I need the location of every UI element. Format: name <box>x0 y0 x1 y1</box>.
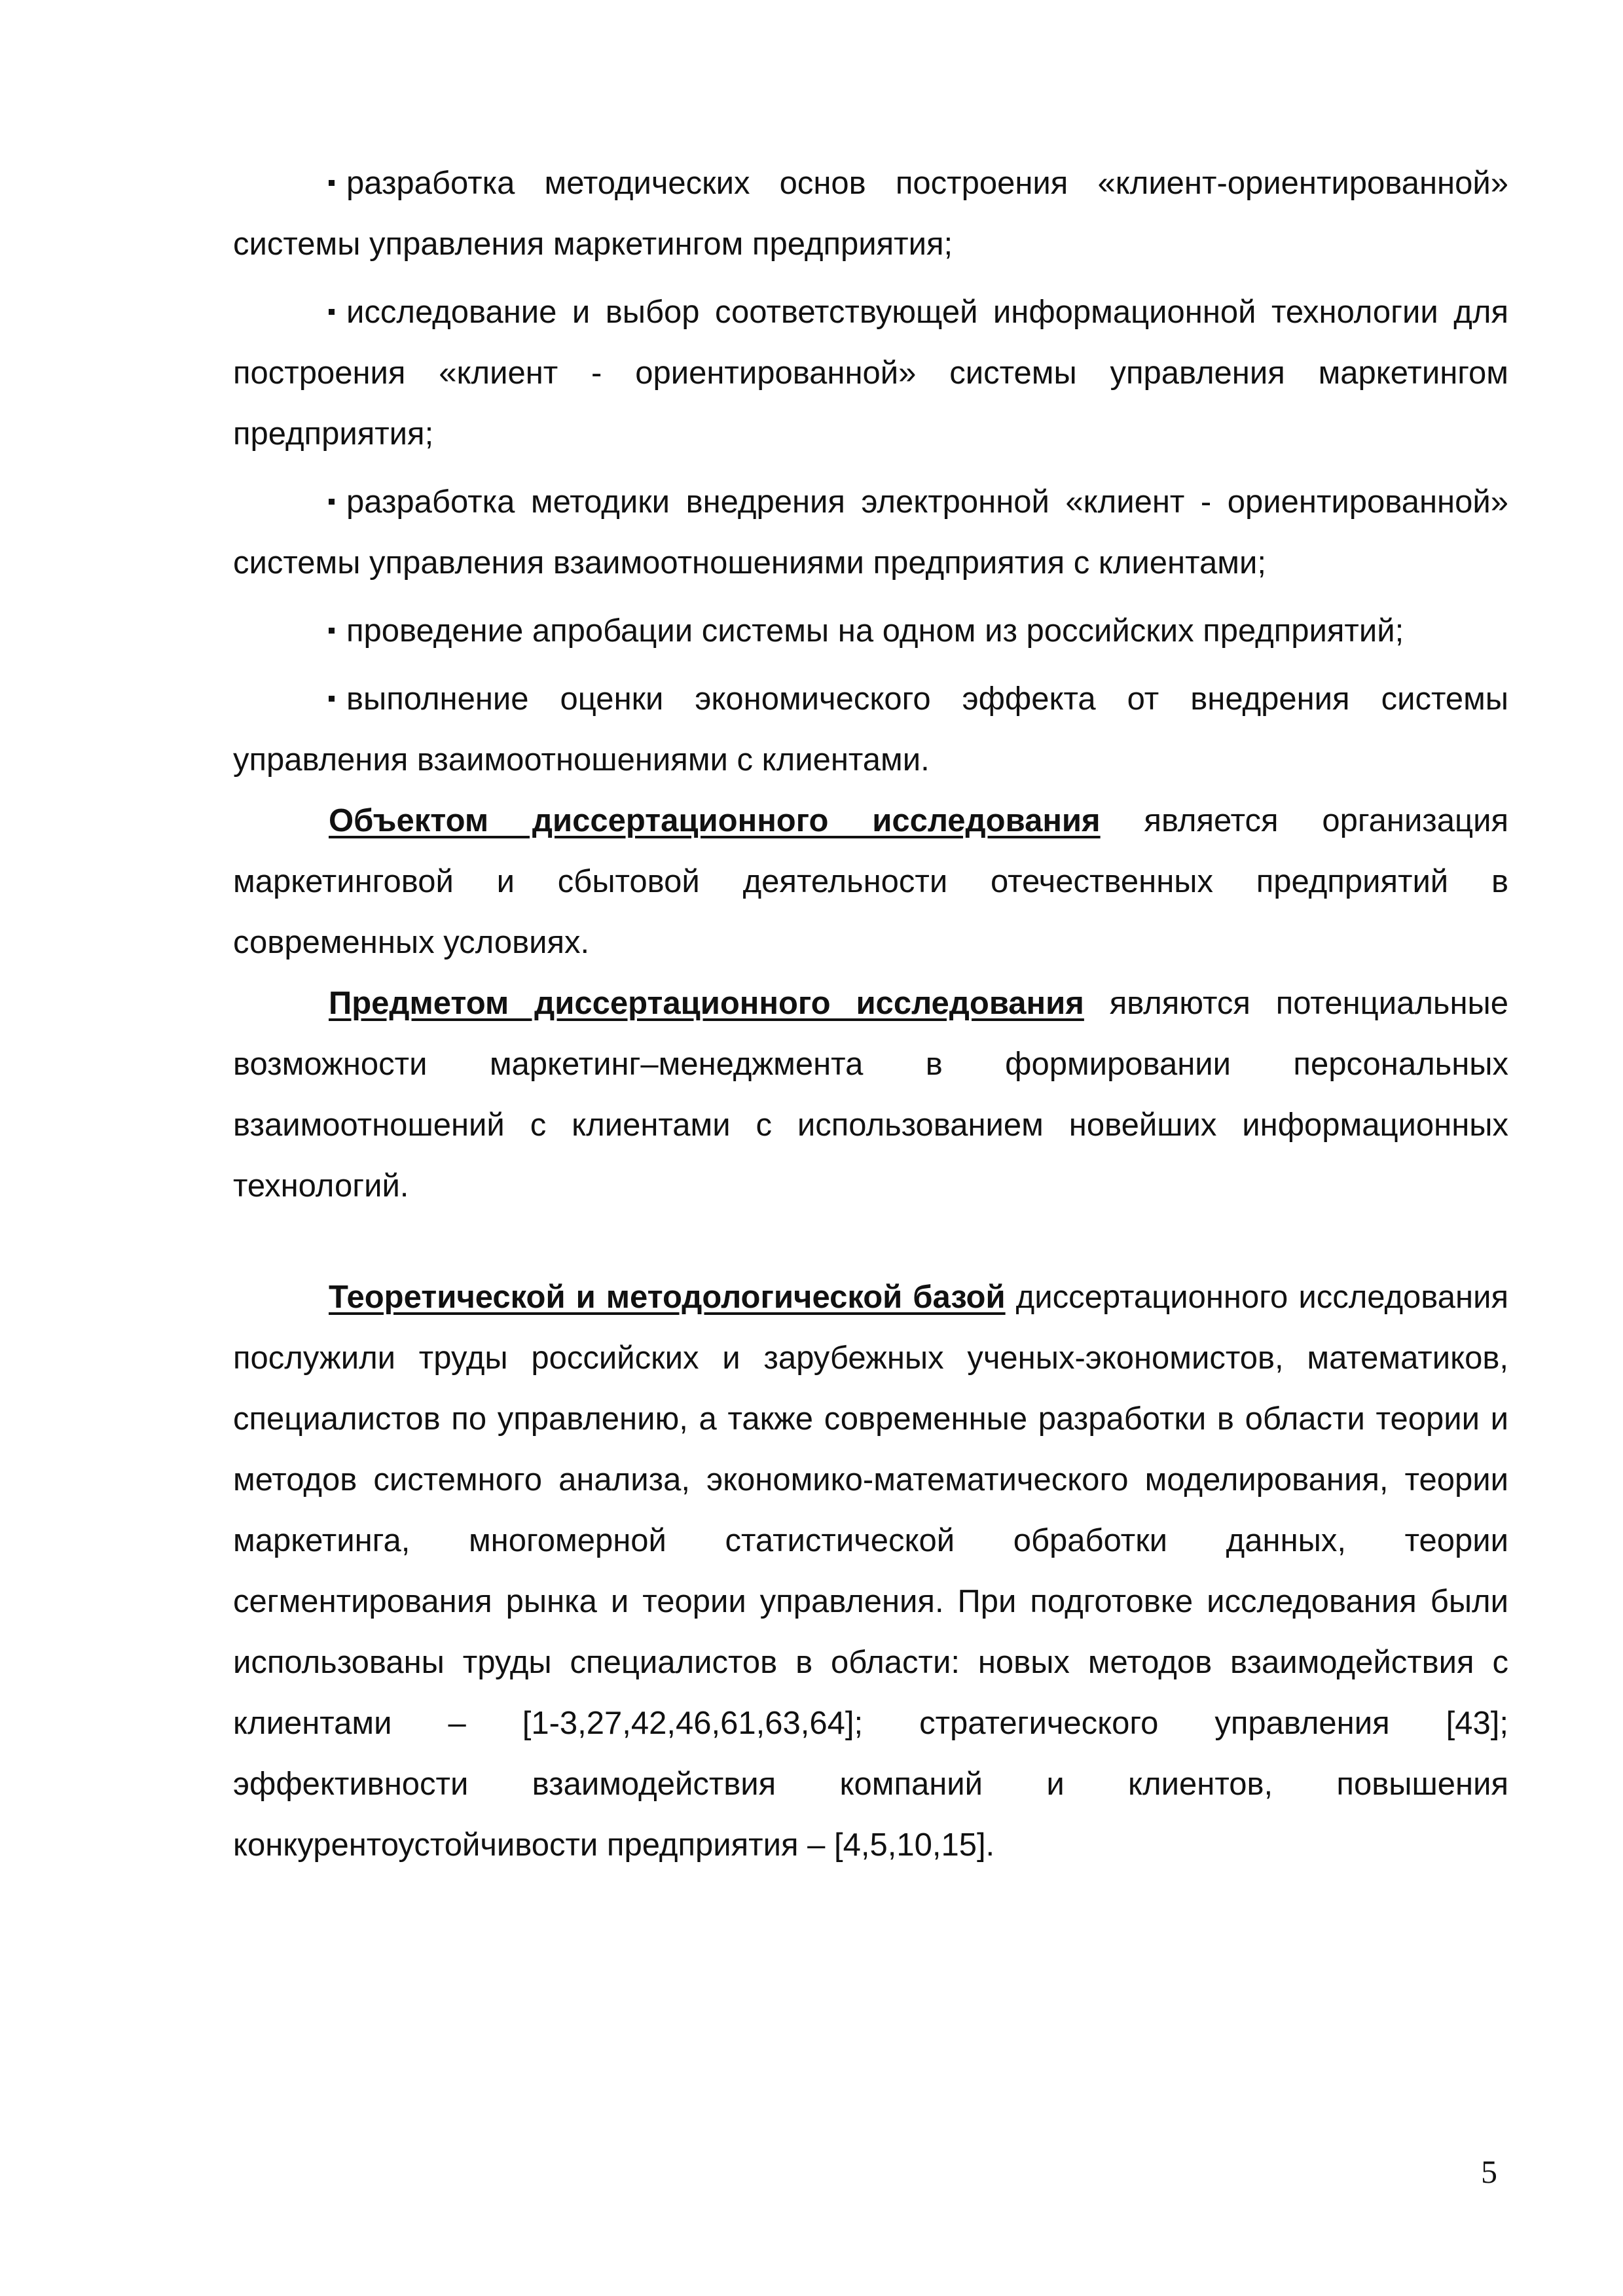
basis-paragraph <box>233 1267 1508 1876</box>
subject-paragraph <box>233 973 1508 1217</box>
bullet-icon <box>329 628 335 634</box>
task-text: разработка методики внедрения электронной «клиент - ориентированной» системы управления взаимоотношениями предприятия с клиентами; <box>233 484 1508 581</box>
task-item <box>233 472 1508 594</box>
object-paragraph <box>233 791 1508 973</box>
task-text: проведение апробации системы на одном из российских предприятий; <box>346 613 1404 649</box>
object-term: Объектом диссертационного исследования <box>329 803 1101 838</box>
task-item <box>233 601 1508 662</box>
task-text: исследование и выбор соответствующей информационной технологии для построения «клиент - ориентированной» системы управления маркетингом предприятия; <box>233 295 1508 452</box>
task-text: разработка методических основ построения «клиент-ориентированной» системы управления маркетингом предприятия; <box>233 166 1508 262</box>
bullet-icon <box>329 499 335 505</box>
subject-text: являются потенциальные возможности маркетинг–менеджмента в формировании персональных взаимоотношений с клиентами с использованием новейших информационных технологий. <box>233 986 1508 1204</box>
bullet-icon <box>329 180 335 186</box>
task-item <box>233 153 1508 275</box>
task-text: выполнение оценки экономического эффекта от внедрения системы управления взаимоотношениями с клиентами. <box>233 681 1508 778</box>
document-body <box>233 153 1508 1876</box>
task-item <box>233 282 1508 465</box>
object-text: является организация маркетинговой и сбытовой деятельности отечественных предприятий в современных условиях. <box>233 803 1508 960</box>
basis-term: Теоретической и методологической базой <box>329 1280 1006 1315</box>
bullet-icon <box>329 309 335 315</box>
task-item <box>233 669 1508 791</box>
page-number: 5 <box>1481 2153 1497 2190</box>
subject-term: Предметом диссертационного исследования <box>329 986 1084 1021</box>
basis-text: диссертационного исследования послужили труды российских и зарубежных ученых-экономистов, математиков, специалистов по управлению, а также современные разработки в области теории и методов системного анализа, экономико-математического моделирования, теории маркетинга, многомерной статистической обработки данных, теории сегментирования рынка и теории управления. При подготовке исследования были использованы труды специалистов в области: новых методов взаимодействия с клиентами – [1-3,27,42,46,61,63,64]; стратегического управления [43]; эффективности взаимодействия компаний и клиентов, повышения конкурентоустойчивости предприятия – [4,5,10,15]. <box>233 1280 1509 1863</box>
bullet-icon <box>329 696 335 702</box>
